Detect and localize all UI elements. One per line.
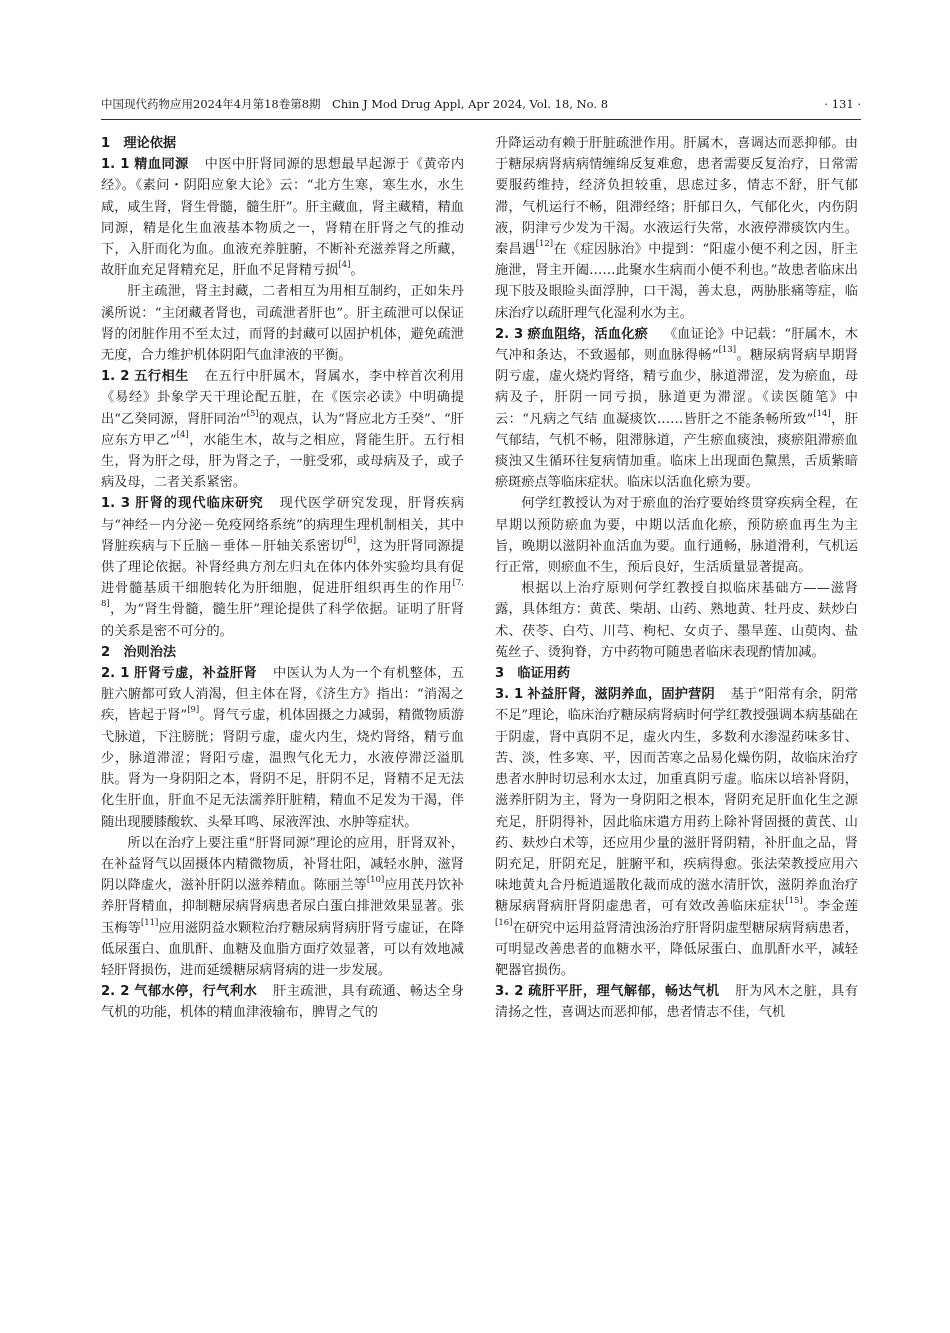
paragraph: 肝主疏泄，肾主封藏，二者相互为用相互制约，正如朱丹溪所说：“主闭藏者肾也，司疏泄者肝也”。肝主疏泄可以保证肾的闭脏作用不至太过，而肾的封藏可以固护机体，避免疏泄无度，合力维护机体阴阳气血津液的平衡。 bbox=[101, 284, 464, 364]
citation-ref: [13] bbox=[718, 345, 737, 356]
subsection-title: 气郁水停，行气利水 bbox=[134, 984, 258, 1000]
paragraph-1-1: 1. 1 精血同源 中医中肝肾同源的思想最早起源于《黄帝内经》。《素问・阴阳应象大论》云：“北方生寒，寒生水，水生咸，咸生肾，肾生骨髓，髓生肝”。肝主藏血，肾主藏精，精血同源，精是化生血液基本物质之一，肾精在肝肾之气的推动下，入肝而化为血。血液充养脏腑，不断补充滋养肾之所藏，故肝血充足肾精充足，肝血不足肾精亏损[4]。 bbox=[101, 157, 465, 279]
subsection-number: 2. 1 bbox=[101, 666, 130, 682]
left-column bbox=[101, 133, 464, 1024]
citation-ref: [9] bbox=[187, 705, 200, 716]
page-number: · 131 · bbox=[824, 97, 861, 111]
citation-ref: [14] bbox=[813, 408, 831, 419]
section-number: 3 bbox=[495, 666, 505, 682]
paragraph-2-2: 2. 2 气郁水停，行气利水 肝主疏泄，具有疏通、畅达全身气机的功能，机体的精血津液输布，脾胃之气的 bbox=[101, 984, 465, 1021]
citation-ref: [10] bbox=[366, 875, 385, 886]
subsection-title: 肝肾的现代临床研究 bbox=[135, 496, 264, 512]
section-title: 治则治法 bbox=[123, 644, 177, 660]
subsection-title: 瘀血阻络，活血化瘀 bbox=[527, 326, 649, 342]
paragraph-2-2-continued: 升降运动有赖于肝脏疏泄作用。肝属木，喜调达而恶抑郁。由于糖尿病肾病病情缠绵反复难愈，患者需要反复治疗，日常需要服药维持，经济负担较重，思虑过多，情志不舒，肝气郁滞，气机运行不畅，阻滞经络；肝郁日久，气郁化火，内伤阴液，阴津亏少发为干渴。水液运行失常，水液停滞痰饮内生。秦昌遇[12]在《症因脉治》中提到：“阳虚小便不利之因，肝主施泄，肾主开阖……此聚水生病而小便不利也。”故患者临床出现下肢及眼睑头面浮肿，口干渴，善太息，两胁胀痛等症，临床治疗以疏肝理气化湿利水为主。 bbox=[495, 136, 859, 321]
section-number: 1 bbox=[101, 136, 111, 151]
subsection-title: 精血同源 bbox=[134, 157, 189, 173]
subsection-title: 疏肝平肝，理气解郁，畅达气机 bbox=[528, 984, 720, 1000]
section-title: 临证用药 bbox=[517, 666, 571, 682]
paragraph-3-2: 3. 2 疏肝平肝，理气解郁，畅达气机 肝为风木之脏，具有清扬之性，喜调达而恶抑郁，患者情志不佳，气机 bbox=[495, 984, 859, 1021]
paragraph-2-1: 2. 1 肝肾亏虚，补益肝肾 中医认为人为一个有机整体，五脏六腑都可致人消渴，但主体在肾，《济生方》指出：“消渴之疾，皆起于肾”[9]。肾气亏虚，机体固摄之力减弱，精微物质游弋脉道，下注膀胱；肾阴亏虚，虚火内生，烧灼肾络，精亏血少，脉道滞涩；肾阳亏虚，温煦气化无力，水液停滞泛溢肌肤。肾为一身阴阳之本，肾阴不足，肝阴不足，肾精不足无法化生肝血，肝血不足无法濡养肝脏精，精血不足发为干渴，伴随出现腰膝酸软、头晕耳鸣、尿液浑浊、水肿等症状。 bbox=[101, 666, 465, 830]
subsection-number: 1. 3 bbox=[101, 496, 131, 512]
subsection-number: 3. 1 bbox=[495, 687, 524, 703]
paragraph: 根据以上治疗原则何学红教授自拟临床基础方——滋肾露，具体组方：黄芪、柴胡、山药、熟地黄、牡丹皮、麸炒白术、茯苓、白芍、川芎、枸杞、女贞子、墨旱莲、山萸肉、盐菟丝子、烫狗脊，方中药物可随患者临床表现酌情加减。 bbox=[495, 581, 858, 660]
paragraph: 所以在治疗上要注重“肝肾同源”理论的应用，肝肾双补，在补益肾气以固摄体内精微物质，补肾壮阳，减轻水肿，滋肾阴以降虚火，滋补肝阴以滋养精血。陈丽兰等[10]应用芪丹饮补养肝肾精血，抑制糖尿病肾病患者尿白蛋白排泄效果显著。张玉梅等[11]应用滋阴益水颗粒治疗糖尿病肾病肝肾亏虚证，在降低尿蛋白、血肌酐、血糖及血脂方面疗效显著，可以有效地减轻肝肾损伤，进而延缓糖尿病肾病的进一步发展。 bbox=[101, 835, 465, 978]
section-heading-1 bbox=[101, 133, 464, 154]
subsection-number: 1. 1 bbox=[101, 157, 130, 173]
subsection-number: 1. 2 bbox=[101, 369, 130, 385]
citation-ref: [12] bbox=[535, 239, 554, 250]
section-heading-3 bbox=[495, 663, 858, 684]
paragraph: 何学红教授认为对于瘀血的治疗要始终贯穿疾病全程，在早期以预防瘀血为要，中期以活血化瘀，预防瘀血再生为主旨，晚期以滋阴补血活血为要。血行通畅，脉道滑利，气机运行正常，则瘀血不生，预后良好，生活质量显著提高。 bbox=[495, 496, 858, 576]
subsection-title: 五行相生 bbox=[134, 369, 189, 385]
subsection-title: 肝肾亏虚，补益肝肾 bbox=[134, 666, 258, 682]
citation-ref: [4] bbox=[176, 429, 189, 440]
subsection-number: 3. 2 bbox=[495, 984, 524, 1000]
citation-ref: [15] bbox=[785, 896, 803, 907]
citation-ref: [5] bbox=[246, 408, 259, 419]
section-heading-2 bbox=[101, 642, 464, 663]
citation-ref: [6] bbox=[343, 535, 357, 546]
paragraph-2-3: 2. 3 瘀血阻络，活血化瘀 《血证论》中记载：“肝属木，木气冲和条达，不致遏郁，则血脉得畅”[13]。糖尿病肾病早期肾阴亏虚，虚火烧灼肾络，精亏血少，脉道滞涩，发为瘀血，母病及子，肝阴一同亏损，脉道更为滞涩。《读医随笔》中云：“凡病之气结 血凝痰饮……皆肝之不能条畅所致”[14]，肝气郁结，气机不畅，阻滞脉道，产生瘀血痰浊，痰瘀阻滞瘀血痰浊又生循环往复病情加重。临床上出现面色黧黑，舌质紫暗瘀斑瘀点等临床症状。临床以活血化瘀为要。 bbox=[495, 326, 858, 491]
paragraph-1-3: 1. 3 肝肾的现代临床研究 现代医学研究发现，肝肾疾病与“神经－内分泌－免疫网络系统”的病理生理机制相关，其中肾脏疾病与下丘脑－垂体－肝轴关系密切[6]，这为肝肾同源提供了理论依据。补肾经典方剂左归丸在体内体外实验均具有促进骨髓基质干细胞转化为肝细胞，促进肝组织再生的作用[7, 8]，为“肾生骨髓，髓生肝”理论提供了科学依据。证明了肝肾的关系是密不可分的。 bbox=[101, 496, 465, 639]
subsection-number: 2. 3 bbox=[495, 326, 524, 342]
journal-citation: 中国现代药物应用2024年4月第18卷第8期 Chin J Mod Drug Appl, Apr 2024, Vol. 18, No. 8 bbox=[101, 97, 609, 111]
citation-ref: [7, 8] bbox=[101, 578, 464, 610]
paragraph-3-1: 3. 1 补益肝肾，滋阴养血，固护营阴 基于“阳常有余，阴常不足”理论，临床治疗糖尿病肾病时何学红教授强调本病基础在于阴虚，肾中真阴不足，虚火内生，多数利水渗湿药味多甘、苦、淡，性多寒、平，因而苦寒之品易化燥伤阴，故临床治疗患者水肿时切忌利水太过，加重真阴亏虚。临床以培补肾阴，滋养肝阴为主，肾为一身阴阳之根本，肾阴充足肝血化生之源充足，肝阴得补，因此临床遣方用药上除补肾固摄的黄芪、山药、麸炒白术等，还应用少量的滋肝肾阴精，补肝血之品，肾阴充足，肝阴充足，脏腑平和，疾病得愈。张法荣教授应用六味地黄丸合丹栀逍遥散化裁而成的滋水清肝饮，滋阴养血治疗糖尿病肾病肝肾阴虚患者，可有效改善临床症状[15]。李金莲[16]在研究中运用益肾清浊汤治疗肝肾阴虚型糖尿病肾病患者，可明显改善患者的血糖水平，降低尿蛋白、血肌酐水平，减轻靶器官损伤。 bbox=[495, 687, 859, 978]
subsection-number: 2. 2 bbox=[101, 984, 130, 1000]
section-number: 2 bbox=[101, 644, 111, 660]
right-column bbox=[495, 133, 858, 1024]
citation-ref: [11] bbox=[140, 917, 159, 928]
section-title: 理论依据 bbox=[123, 136, 177, 151]
citation-ref: [4] bbox=[338, 260, 351, 271]
paragraph-1-2: 1. 2 五行相生 在五行中肝属木，肾属水，李中梓首次利用《易经》卦象学天干理论配五脏，在《医宗必读》中明确提出“乙癸同源，肾肝同治”[5]的观点，认为“肾应北方壬癸”、“肝应东方甲乙”[4]，水能生木，故与之相应，肾能生肝。五行相生，肾为肝之母，肝为肾之子，一脏受邪，或母病及子，或子病及母，二者关系紧密。 bbox=[101, 369, 465, 491]
header-rule bbox=[101, 119, 861, 120]
subsection-title: 补益肝肾，滋阴养血，固护营阴 bbox=[527, 687, 715, 703]
citation-ref: [16] bbox=[495, 917, 513, 928]
